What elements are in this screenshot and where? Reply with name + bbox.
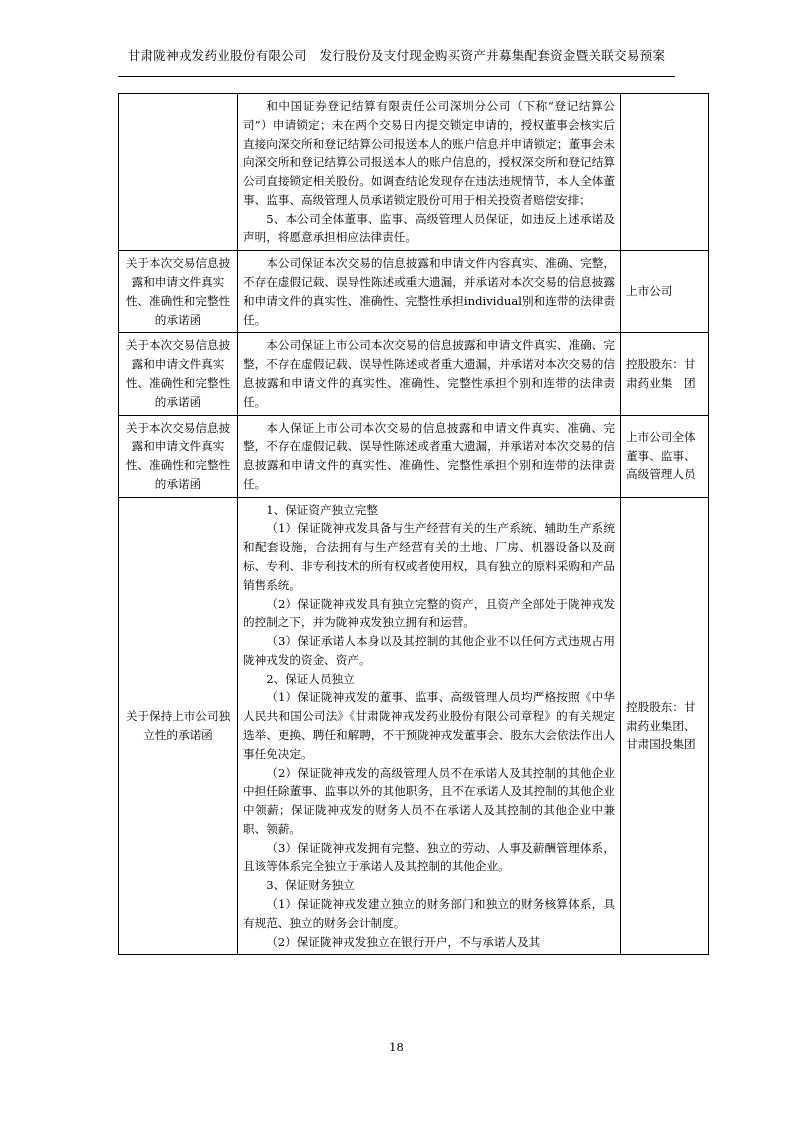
commitment-paragraph: （2）保证陇神戎发独立在银行开户，不与承诺人及其 [266, 934, 541, 949]
commitment-body-cell [238, 94, 621, 251]
commitment-title-cell [119, 94, 238, 251]
commitment-body-cell [238, 415, 621, 497]
commitment-paragraph: （3）保证承诺人本身以及其控制的其他企业不以任何方式违规占用陇神戎发的资金、资产。 [243, 634, 615, 667]
commitment-paragraph: （1）保证陇神戎发具备与生产经营有关的生产系统、辅助生产系统和配套设施，合法拥有与生产经营有关的土地、厂房、机器设备以及商标、专利、非专利技术的所有权或者使用权，具有独立的原料采购和产品销售系统。 [243, 521, 615, 592]
commitment-title-cell: 关于本次交易信息披露和申请文件真实性、准确性和完整性的承诺函 [119, 415, 238, 497]
commitment-title-cell: 关于保持上市公司独立性的承诺函 [119, 497, 238, 955]
page-content [118, 93, 696, 955]
commitment-paragraph: 本公司保证上市公司本次交易的信息披露和申请文件真实、准确、完整，不存在虚假记载、误导性陈述或者重大遗漏，并承诺对本次交易的信息披露和申请文件的真实性、准确性、完整性承担个别和连带的法律责任。 [243, 338, 615, 409]
page-number: 18 [389, 1040, 404, 1054]
table-row [119, 415, 709, 497]
commitment-paragraph: 本人保证上市公司本次交易的信息披露和申请文件真实、准确、完整，不存在虚假记载、误导性陈述或者重大遗漏，并承诺对本次交易的信息披露和申请文件的真实性、准确性、完整性承担个别和连带的法律责任。 [243, 420, 615, 491]
commitment-title-cell: 关于本次交易信息披露和申请文件真实性、准确性和完整性的承诺函 [119, 333, 238, 415]
table-row [119, 94, 709, 251]
table-row [119, 333, 709, 415]
commitment-paragraph: 5、本公司全体董事、监事、高级管理人员保证，如违反上述承诺及声明，将愿意承担相应法律责任。 [243, 211, 615, 245]
commitment-paragraph: 1、保证资产独立完整 [266, 502, 378, 517]
commitment-party-cell: 上市公司全体董事、监事、高级管理人员 [621, 415, 709, 497]
table-row [119, 497, 709, 955]
commitment-title-cell: 关于本次交易信息披露和申请文件真实性、准确性和完整性的承诺函 [119, 251, 238, 333]
header-divider [118, 76, 675, 77]
commitment-paragraph: （2）保证陇神戎发的高级管理人员不在承诺人及其控制的其他企业中担任除董事、监事以外的其他职务，且不在承诺人及其控制的其他企业中领薪；保证陇神戎发的财务人员不在承诺人及其控制的其他企业中兼职、领薪。 [243, 765, 615, 836]
table-row [119, 251, 709, 333]
commitment-body-cell [238, 251, 621, 333]
commitment-paragraph: （2）保证陇神戎发具有独立完整的资产，且资产全部处于陇神戎发的控制之下，并为陇神戎发独立拥有和运营。 [243, 596, 615, 630]
commitment-paragraph: （1）保证陇神戎发建立独立的财务部门和独立的财务核算体系，具有规范、独立的财务会计制度。 [243, 897, 615, 930]
commitment-paragraph: （3）保证陇神戎发拥有完整、独立的劳动、人事及薪酬管理体系，且该等体系完全独立于承诺人及其控制的其他企业。 [243, 840, 615, 874]
commitment-party-cell: 控股股东：甘肃药业集 团 [621, 333, 709, 415]
commitment-body-cell [238, 333, 621, 415]
commitment-paragraph: （1）保证陇神戎发的董事、监事、高级管理人员均严格按照《中华人民共和国公司法》《甘肃陇神戎发药业股份有限公司章程》的有关规定选举、更换、聘任和解聘，不干预陇神戎发董事会、股东大会依法作出人事任免决定。 [243, 690, 615, 761]
commitment-paragraph: 本公司保证本次交易的信息披露和申请文件内容真实、准确、完整，不存在虚假记载、误导性陈述或重大遗漏，并承诺对本次交易的信息披露和申请文件的真实性、准确性、完整性承担individual别和连带的法律责任。 [243, 256, 615, 327]
commitment-paragraph: 3、保证财务独立 [266, 878, 355, 893]
commitment-paragraph: 2、保证人员独立 [266, 671, 355, 686]
commitment-party-cell [621, 94, 709, 251]
page-header: 甘肃陇神戎发药业股份有限公司 发行股份及支付现金购买资产并募集配套资金暨关联交易预案 [127, 48, 666, 63]
commitment-party-cell: 控股股东：甘肃药业集团、甘肃国投集团 [621, 497, 709, 955]
commitment-body-cell [238, 497, 621, 955]
commitment-paragraph: 和中国证券登记结算有限责任公司深圳分公司（下称“登记结算公司”）申请锁定；未在两个交易日内提交锁定申请的，授权董事会核实后直接向深交所和登记结算公司报送本人的账户信息并申请锁定；董事会未向深交所和登记结算公司报送本人的账户信息的，授权深交所和登记结算公司直接锁定相关股份。如调查结论发现存在违法违规情节，本人全体董事、监事、高级管理人员承诺锁定股份可用于相关投资者赔偿安排； [243, 99, 615, 207]
commitment-party-cell: 上市公司 [621, 251, 709, 333]
commitments-table [118, 93, 709, 955]
